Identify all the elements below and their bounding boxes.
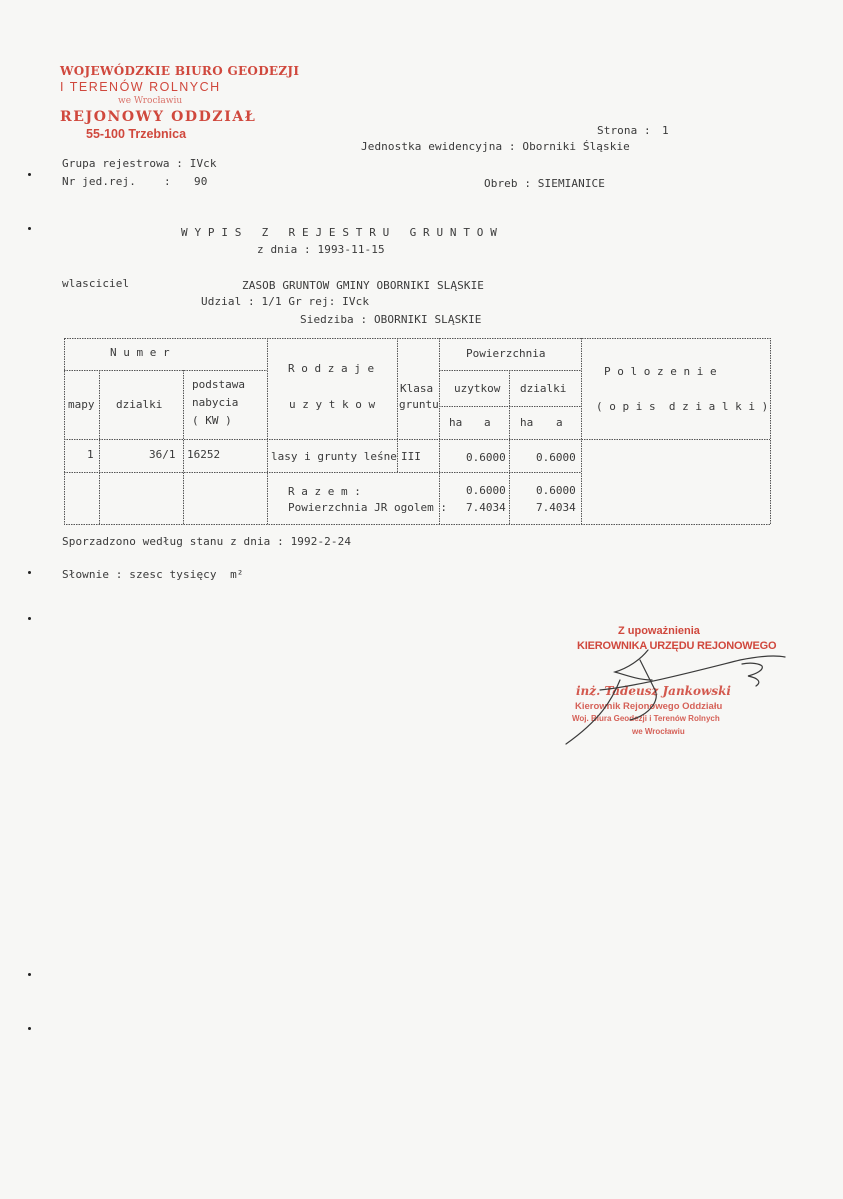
header-klasa: Klasa — [400, 382, 434, 395]
slownie: Słownie : szesc tysięcy m² — [62, 568, 244, 581]
header-opis-dzialki: ( o p i s d z i a l k i ) — [596, 400, 769, 413]
obreb: Obreb : SIEMIANICE — [484, 177, 606, 190]
stamp-line: I TERENÓW ROLNYCH — [60, 80, 221, 94]
owner-udzial: Udzial : 1/1 Gr rej: IVck — [201, 295, 370, 308]
header-numer: N u m e r — [110, 346, 170, 359]
cell-mapy: 1 — [87, 448, 94, 461]
stamp-line: REJONOWY ODDZIAŁ — [60, 109, 257, 125]
header-polozenie: P o l o z e n i e — [604, 365, 717, 378]
header-powierzchnia: Powierzchnia — [466, 347, 546, 360]
document-title: W Y P I S Z R E J E S T R U G R U N T O W — [181, 226, 497, 239]
cell-klasa: III — [401, 450, 421, 463]
cell-dzialki: 36/1 — [149, 448, 176, 461]
header-pow-dzialki: dzialki — [520, 382, 567, 395]
header-a: a — [484, 416, 491, 429]
jr-label: Powierzchnia JR ogolem : — [288, 501, 447, 514]
sporzadzono: Sporzadzono według stanu z dnia : 1992-2-24 — [62, 535, 352, 548]
jr-dzialki: 7.4034 — [536, 501, 576, 514]
stamp-line: Z upoważnienia — [618, 625, 700, 637]
page-number-label: Strona : — [597, 124, 651, 137]
grupa-rejestrowa: Grupa rejestrowa : IVck — [62, 157, 217, 170]
stamp-line: KIEROWNIKA URZĘDU REJONOWEGO — [577, 640, 777, 652]
stamp-line: Kierownik Rejonowego Oddziału — [575, 701, 723, 712]
nr-jed-rej-label: Nr jed.rej. — [62, 175, 136, 188]
document-date: z dnia : 1993-11-15 — [257, 243, 385, 256]
cell-pow-uzytkow: 0.6000 — [466, 451, 506, 464]
header-ha: ha — [520, 416, 534, 429]
header-dzialki: dzialki — [116, 398, 163, 411]
header-kw: ( KW ) — [192, 414, 232, 427]
stamp-line: we Wrocławiu — [632, 727, 685, 736]
header-podstawa: podstawa — [192, 378, 245, 391]
cell-pow-dzialki: 0.6000 — [536, 451, 576, 464]
stamp-line: inż. Tadeusz Jankowski — [576, 684, 731, 698]
razem-dzialki: 0.6000 — [536, 484, 576, 497]
stamp-line: we Wrocławiu — [118, 96, 183, 106]
nr-jed-rej-colon: : — [164, 175, 171, 188]
jr-uzytkow: 7.4034 — [466, 501, 506, 514]
header-gruntu: gruntu — [399, 398, 439, 411]
razem-uzytkow: 0.6000 — [466, 484, 506, 497]
header-nabycia: nabycia — [192, 396, 239, 409]
owner-siedziba: Siedziba : OBORNIKI SLĄSKIE — [300, 313, 482, 326]
owner-label: wlasciciel — [62, 277, 130, 290]
cell-kw: 16252 — [187, 448, 221, 461]
header-pow-uzytkow: uzytkow — [454, 382, 501, 395]
stamp-line: 55-100 Trzebnica — [86, 127, 187, 141]
owner-name: ZASOB GRUNTOW GMINY OBORNIKI SLĄSKIE — [242, 279, 485, 292]
nr-jed-rej-value: 90 — [194, 175, 208, 188]
stamp-line: WOJEWÓDZKIE BIURO GEODEZJI — [60, 64, 300, 78]
stamp-line: Woj. Biura Geodezji i Terenów Rolnych — [572, 714, 720, 723]
jednostka-ewidencyjna: Jednostka ewidencyjna : Oborniki Śląskie — [361, 140, 630, 153]
page-number: 1 — [662, 124, 669, 137]
header-mapy: mapy — [68, 398, 95, 411]
header-rodzaje: R o d z a j e — [288, 362, 375, 375]
header-uzytkow: u z y t k o w — [289, 398, 376, 411]
razem-label: R a z e m : — [288, 485, 361, 498]
header-ha: ha — [449, 416, 463, 429]
cell-rodzaj: lasy i grunty leśne — [271, 450, 397, 463]
header-a: a — [556, 416, 563, 429]
